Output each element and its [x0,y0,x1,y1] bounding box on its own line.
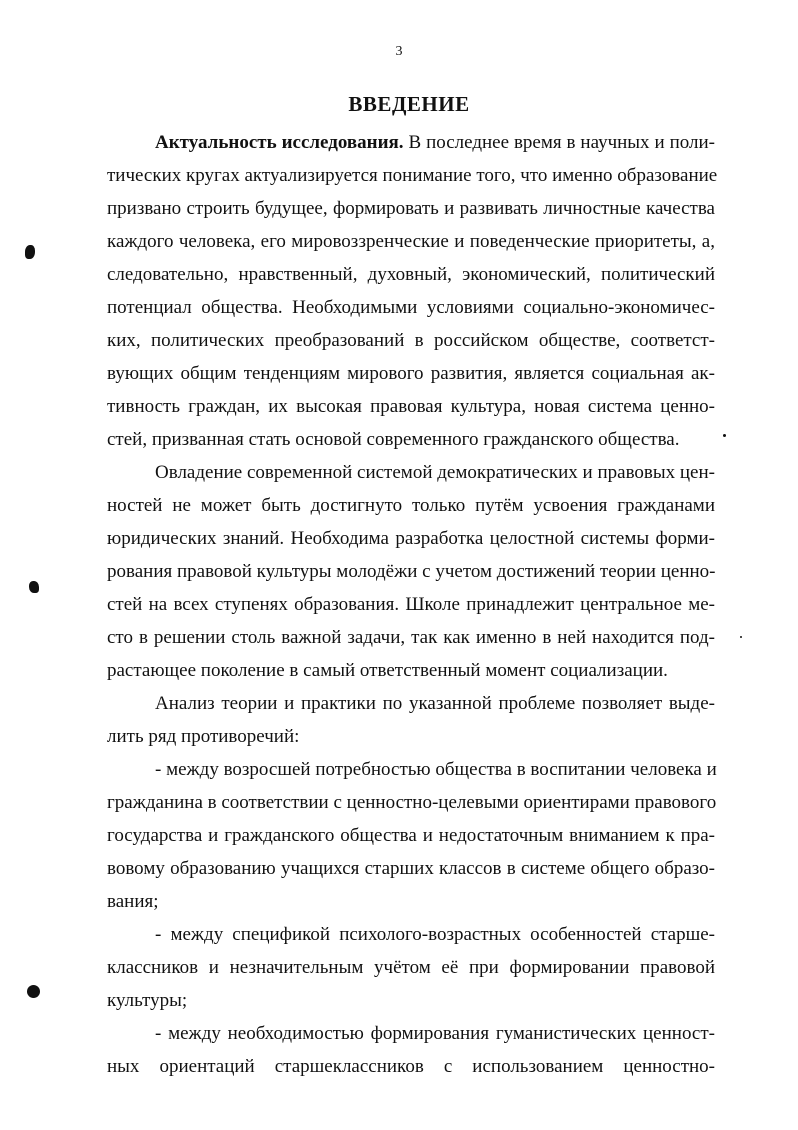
list-item-3-line-2: ных ориентаций старшеклассников с использованием ценностно- [107,1056,715,1077]
list-item-1-line-5: вания; [107,891,159,912]
scan-dot-1 [723,434,726,437]
paragraph-2-line-4: рования правовой культуры молодёжи с учетом достижений теории ценно- [107,561,716,582]
page-number: 3 [395,44,403,59]
list-item-1-line-3: государства и гражданского общества и недостаточным вниманием к пра- [107,825,715,846]
paragraph-3-line-1: Анализ теории и практики по указанной проблеме позволяет выде- [155,693,715,714]
paragraph-1-line-6: потенциал общества. Необходимыми условиями социально-экономичес- [107,297,715,318]
paragraph-1-line-9: тивность граждан, их высокая правовая культура, новая система ценно- [107,396,715,417]
paragraph-1-line-7: ких, политических преобразований в российском обществе, соответст- [107,330,715,351]
scan-dot-2 [740,636,742,638]
scan-blot-1 [25,245,35,259]
paragraph-1-line-3: призвано строить будущее, формировать и развивать личностные качества [107,198,715,219]
paragraph-2-line-5: стей на всех ступенях образования. Школе принадлежит центральное ме- [107,594,715,615]
paragraph-1-first-rest: В последнее время в научных и поли- [403,132,715,153]
paragraph-2-line-3: юридических знаний. Необходима разработка целостной системы форми- [107,528,715,549]
paragraph-2-line-7: растающее поколение в самый ответственный момент социализации. [107,660,668,681]
list-item-3-line-1: - между необходимостью формирования гуманистических ценност- [155,1023,715,1044]
paragraph-1-line-4: каждого человека, его мировоззренческие и поведенческие приоритеты, а, [107,231,715,252]
paragraph-2-line-2: ностей не может быть достигнуто только путём усвоения гражданами [107,495,715,516]
paragraph-3-line-2: лить ряд противоречий: [107,726,300,747]
paragraph-1-lead: Актуальность исследования. [155,132,404,153]
paragraph-1-line-10: стей, призванная стать основой современного гражданского общества. [107,429,680,450]
list-item-2-line-3: культуры; [107,990,188,1011]
paragraph-1-line-8: вующих общим тенденциям мирового развития, является социальная ак- [107,363,715,384]
paragraph-1-line-1 [155,128,715,158]
paragraph-1-line-5: следовательно, нравственный, духовный, экономический, политический [107,264,715,285]
page-heading: ВВЕДЕНИЕ [348,92,470,116]
list-item-2-line-1: - между спецификой психолого-возрастных особенностей старше- [155,924,715,945]
list-item-1-line-4: вовому образованию учащихся старших классов в системе общего образо- [107,858,715,879]
list-item-1-line-2: гражданина в соответствии с ценностно-целевыми ориентирами правового [107,792,717,813]
paragraph-1-line-2: тических кругах актуализируется понимание того, что именно образование [107,165,718,186]
paragraph-2-line-1: Овладение современной системой демократических и правовых цен- [155,462,715,483]
list-item-2-line-2: классников и незначительным учётом её при формировании правовой [107,957,715,978]
paragraph-2-line-6: сто в решении столь важной задачи, так как именно в ней находится под- [107,627,715,648]
scan-blot-2 [29,581,39,593]
list-item-1-line-1: - между возросшей потребностью общества в воспитании человека и [155,759,717,780]
scan-blot-3 [27,985,40,998]
